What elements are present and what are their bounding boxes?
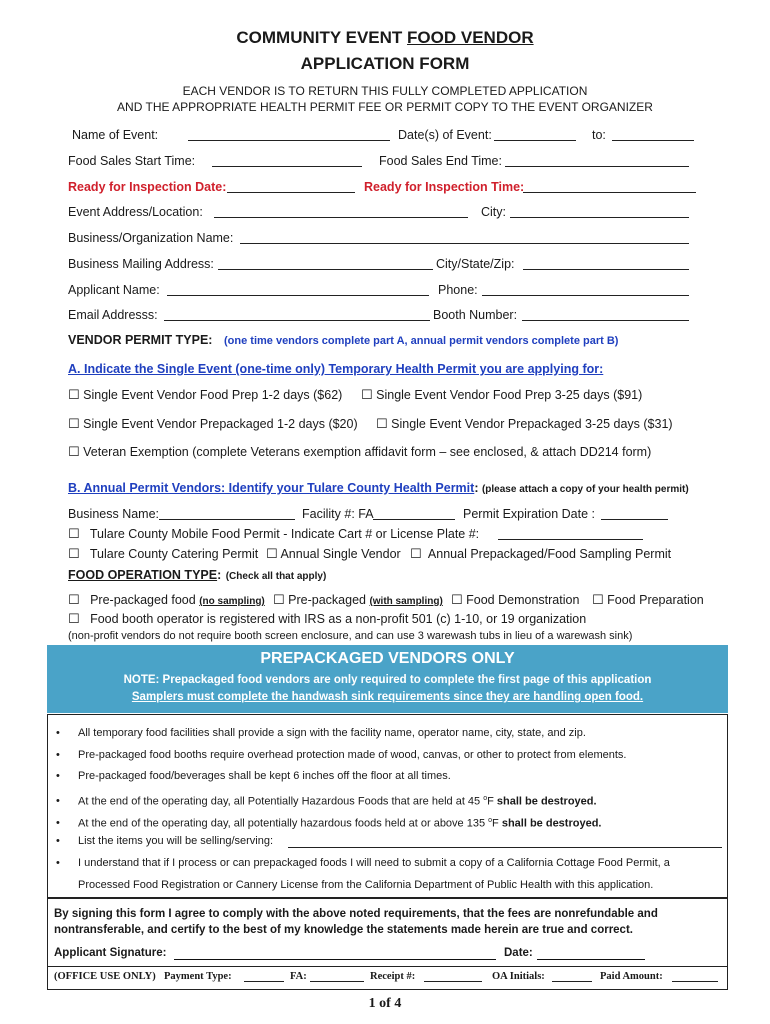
ready-inspection-time-field[interactable] bbox=[523, 180, 696, 193]
bullet-hazard-135 bbox=[78, 817, 601, 830]
bullet-overhead-protection: Pre-packaged food booths require overhead protection made of wood, canvas, or other to protect from elements. bbox=[78, 749, 627, 761]
signature-date-field[interactable] bbox=[537, 947, 645, 960]
bullet-dot: • bbox=[56, 770, 60, 782]
business-org-name-label: Business/Organization Name: bbox=[68, 231, 234, 245]
checkbox-icon[interactable]: ☐ bbox=[68, 612, 80, 627]
option-prepackaged-food[interactable] bbox=[68, 593, 265, 608]
option-veteran-label: Veteran Exemption (complete Veterans exemption affidavit form – see enclosed, & attach DD214 form) bbox=[83, 445, 652, 459]
ready-inspection-time-label: Ready for Inspection Time: bbox=[364, 180, 525, 194]
bullet-dot: • bbox=[56, 857, 60, 869]
bullet-dot: • bbox=[56, 795, 60, 807]
option-prepack-3-25-label: Single Event Vendor Prepackaged 3-25 days ($31) bbox=[391, 417, 673, 431]
checkbox-icon[interactable]: ☐ bbox=[451, 593, 463, 608]
applicant-name-field[interactable] bbox=[167, 283, 429, 296]
bullet-items-list: List the items you will be selling/serving: bbox=[78, 835, 274, 847]
checkbox-icon[interactable]: ☐ bbox=[410, 547, 422, 562]
city-state-zip-label: City/State/Zip: bbox=[436, 257, 515, 271]
food-operation-colon: : bbox=[217, 568, 222, 582]
event-address-label: Event Address/Location: bbox=[68, 205, 203, 219]
bullet-hazard-135-text: At the end of the operating day, all potentially hazardous foods held at or above 135 bbox=[78, 817, 489, 830]
facility-field[interactable] bbox=[373, 507, 455, 520]
food-operation-label: FOOD OPERATION TYPE bbox=[68, 568, 218, 582]
option-prep-3-25-label: Single Event Vendor Food Prep 3-25 days ($91) bbox=[376, 388, 643, 402]
option-prepackaged-sampling[interactable] bbox=[273, 593, 443, 608]
bullet-hazard-45 bbox=[78, 795, 597, 808]
office-use-label: (OFFICE USE ONLY) bbox=[54, 971, 156, 982]
banner-note: NOTE: Prepackaged food vendors are only required to complete the first page of this application bbox=[123, 674, 652, 686]
bullet-hazard-45-text: At the end of the operating day, all Potentially Hazardous Foods that are held at 45 bbox=[78, 795, 484, 808]
option-mobile-food[interactable] bbox=[68, 527, 479, 542]
booth-number-label: Booth Number: bbox=[433, 308, 518, 322]
bullet-sign-requirement: All temporary food facilities shall provide a sign with the facility name, operator name, city, state, and zip. bbox=[78, 727, 586, 739]
cart-license-field[interactable] bbox=[498, 527, 643, 540]
phone-label: Phone: bbox=[438, 283, 478, 297]
with-sampling-label: (with sampling) bbox=[369, 596, 443, 607]
bullet-dot: • bbox=[56, 749, 60, 761]
to-label: to: bbox=[592, 128, 606, 142]
checkbox-icon[interactable]: ☐ bbox=[361, 388, 373, 403]
option-prepack-3-25[interactable] bbox=[376, 417, 673, 432]
payment-type-label: Payment Type: bbox=[164, 971, 232, 982]
ready-inspection-date-field[interactable] bbox=[227, 180, 355, 193]
to-date-field[interactable] bbox=[612, 128, 694, 141]
oa-initials-label: OA Initials: bbox=[492, 971, 545, 982]
instruction-line1: EACH VENDOR IS TO RETURN THIS FULLY COMPLETED APPLICATION bbox=[182, 84, 588, 98]
bullet-dot: • bbox=[56, 727, 60, 739]
option-annual-prepack[interactable] bbox=[410, 547, 671, 562]
checkbox-icon[interactable]: ☐ bbox=[68, 593, 80, 608]
part-b-note: (please attach a copy of your health permit) bbox=[481, 484, 689, 495]
bullet-off-floor: Pre-packaged food/beverages shall be kept 6 inches off the floor at all times. bbox=[78, 770, 451, 782]
option-annual-prepack-label: Annual Prepackaged/Food Sampling Permit bbox=[427, 547, 672, 561]
dates-of-event-field[interactable] bbox=[494, 128, 576, 141]
option-preparation-label: Food Preparation bbox=[607, 593, 704, 607]
name-of-event-field[interactable] bbox=[188, 128, 390, 141]
applicant-name-label: Applicant Name: bbox=[68, 283, 160, 297]
agreement-line2: nontransferable, and certify to the best of my knowledge the statements made herein are true and correct. bbox=[54, 924, 633, 936]
food-operation-heading bbox=[68, 566, 326, 584]
food-sales-end-label: Food Sales End Time: bbox=[379, 154, 502, 168]
business-mailing-label: Business Mailing Address: bbox=[68, 257, 214, 271]
option-prepackaged-label: Pre-packaged bbox=[288, 593, 366, 607]
title-part1: COMMUNITY EVENT bbox=[236, 28, 408, 47]
option-veteran[interactable] bbox=[68, 445, 651, 460]
option-prep-3-25[interactable] bbox=[361, 388, 642, 403]
facility-label: Facility #: FA bbox=[302, 507, 374, 521]
checkbox-icon[interactable]: ☐ bbox=[266, 547, 278, 562]
applicant-signature-field[interactable] bbox=[174, 947, 496, 960]
banner-title: PREPACKAGED VENDORS ONLY bbox=[260, 650, 515, 667]
business-org-name-field[interactable] bbox=[240, 231, 689, 244]
payment-type-field[interactable] bbox=[244, 971, 284, 982]
form-title bbox=[0, 28, 770, 48]
bullet-cottage-food-line1: I understand that if I process or can prepackaged foods I will need to submit a copy of a California Cottage Food Permit, a bbox=[78, 857, 670, 869]
name-of-event-label: Name of Event: bbox=[72, 128, 159, 142]
option-demonstration[interactable] bbox=[451, 593, 579, 608]
prepackaged-banner bbox=[47, 645, 728, 713]
part-a-heading: A. Indicate the Single Event (one-time only) Temporary Health Permit you are applying for: bbox=[68, 362, 604, 376]
requirements-box bbox=[47, 714, 728, 898]
option-preparation[interactable] bbox=[592, 593, 704, 608]
city-field[interactable] bbox=[510, 205, 689, 218]
destroyed-label: shall be destroyed. bbox=[496, 795, 597, 808]
no-sampling-label: (no sampling) bbox=[199, 596, 265, 607]
fa-field[interactable] bbox=[310, 971, 364, 982]
receipt-field[interactable] bbox=[424, 971, 482, 982]
bullet-dot: • bbox=[56, 817, 60, 829]
checkbox-icon[interactable]: ☐ bbox=[68, 417, 80, 432]
office-use-row bbox=[48, 966, 727, 989]
option-catering-label: Tulare County Catering Permit bbox=[89, 547, 259, 561]
checkbox-icon[interactable]: ☐ bbox=[592, 593, 604, 608]
agreement-line1: By signing this form I agree to comply with the above noted requirements, that the fees are nonrefundable and bbox=[54, 908, 658, 920]
instruction-line2: AND THE APPROPRIATE HEALTH PERMIT FEE OR PERMIT COPY TO THE EVENT ORGANIZER bbox=[117, 100, 653, 114]
option-prepack-1-2[interactable] bbox=[68, 417, 358, 432]
vendor-permit-note: (one time vendors complete part A, annual permit vendors complete part B) bbox=[224, 335, 619, 347]
city-state-zip-field[interactable] bbox=[523, 257, 689, 270]
option-prepackaged-food-label: Pre-packaged food bbox=[90, 593, 196, 607]
checkbox-icon[interactable]: ☐ bbox=[376, 417, 388, 432]
title-part2: FOOD VENDOR bbox=[407, 28, 534, 47]
permit-expiration-field[interactable] bbox=[601, 507, 668, 520]
page-number: 1 of 4 bbox=[368, 996, 402, 1011]
option-prep-1-2[interactable] bbox=[68, 388, 342, 403]
option-demonstration-label: Food Demonstration bbox=[466, 593, 580, 607]
food-sales-start-label: Food Sales Start Time: bbox=[68, 154, 196, 168]
vendor-permit-type-label: VENDOR PERMIT TYPE: bbox=[68, 333, 213, 347]
date-label: Date: bbox=[504, 947, 533, 959]
option-prepack-1-2-label: Single Event Vendor Prepackaged 1-2 days ($20) bbox=[83, 417, 358, 431]
business-mailing-field[interactable] bbox=[218, 257, 433, 270]
ready-inspection-date-label: Ready for Inspection Date: bbox=[68, 180, 227, 194]
option-prep-1-2-label: Single Event Vendor Food Prep 1-2 days ($62) bbox=[83, 388, 343, 402]
bullet-dot: • bbox=[56, 835, 60, 847]
option-annual-single-label: Annual Single Vendor bbox=[280, 547, 401, 561]
degree-symbol: o bbox=[483, 795, 488, 802]
oa-initials-field[interactable] bbox=[552, 971, 592, 982]
form-title-line2: APPLICATION FORM bbox=[300, 54, 470, 73]
checkbox-icon[interactable]: ☐ bbox=[273, 593, 285, 608]
destroyed-label: shall be destroyed. bbox=[501, 817, 602, 830]
part-b-heading-text: B. Annual Permit Vendors: Identify your Tulare County Health Permit bbox=[68, 481, 475, 495]
fahrenheit-label: F bbox=[492, 817, 502, 830]
signature-box bbox=[47, 898, 728, 990]
email-field[interactable] bbox=[164, 308, 430, 321]
checkbox-icon[interactable]: ☐ bbox=[68, 527, 80, 542]
items-list-field[interactable] bbox=[288, 835, 722, 848]
bullet-cottage-food-line2: Processed Food Registration or Cannery License from the California Department of Public Health with this application. bbox=[78, 879, 654, 891]
email-label: Email Addresss: bbox=[68, 308, 158, 322]
phone-field[interactable] bbox=[482, 283, 689, 296]
option-mobile-food-label: Tulare County Mobile Food Permit - Indicate Cart # or License Plate #: bbox=[89, 527, 480, 541]
event-address-field[interactable] bbox=[214, 205, 468, 218]
food-sales-end-field[interactable] bbox=[505, 154, 689, 167]
receipt-label: Receipt #: bbox=[370, 971, 416, 982]
option-booth-irs-label: Food booth operator is registered with IRS as a non-profit 501 (c) 1-10, or 19 organization bbox=[90, 612, 587, 626]
business-name-label: Business Name: bbox=[68, 507, 160, 521]
checkbox-icon[interactable]: ☐ bbox=[68, 388, 80, 403]
checkbox-icon[interactable]: ☐ bbox=[68, 445, 80, 460]
city-label: City: bbox=[481, 205, 506, 219]
food-operation-note: (Check all that apply) bbox=[225, 571, 327, 582]
paid-amount-field[interactable] bbox=[672, 971, 718, 982]
option-booth-irs[interactable] bbox=[68, 612, 586, 627]
fahrenheit-label: F bbox=[487, 795, 497, 808]
booth-number-field[interactable] bbox=[522, 308, 689, 321]
part-b-colon: : bbox=[474, 481, 479, 495]
permit-expiration-label: Permit Expiration Date : bbox=[463, 507, 595, 521]
food-sales-start-field[interactable] bbox=[212, 154, 362, 167]
paid-amount-label: Paid Amount: bbox=[600, 971, 663, 982]
option-catering[interactable] bbox=[68, 547, 258, 562]
checkbox-icon[interactable]: ☐ bbox=[68, 547, 80, 562]
dates-of-event-label: Date(s) of Event: bbox=[398, 128, 492, 142]
banner-samplers: Samplers must complete the handwash sink requirements since they are handling open food. bbox=[131, 691, 644, 703]
option-annual-single[interactable] bbox=[266, 547, 401, 562]
business-name-field[interactable] bbox=[159, 507, 295, 520]
part-b-heading bbox=[68, 481, 689, 495]
fa-label: FA: bbox=[290, 971, 307, 982]
degree-symbol: o bbox=[488, 817, 493, 824]
applicant-signature-label: Applicant Signature: bbox=[54, 947, 167, 959]
nonprofit-note: (non-profit vendors do not require booth screen enclosure, and can use 3 warewash tubs in lieu of a warewash sink) bbox=[68, 630, 633, 642]
